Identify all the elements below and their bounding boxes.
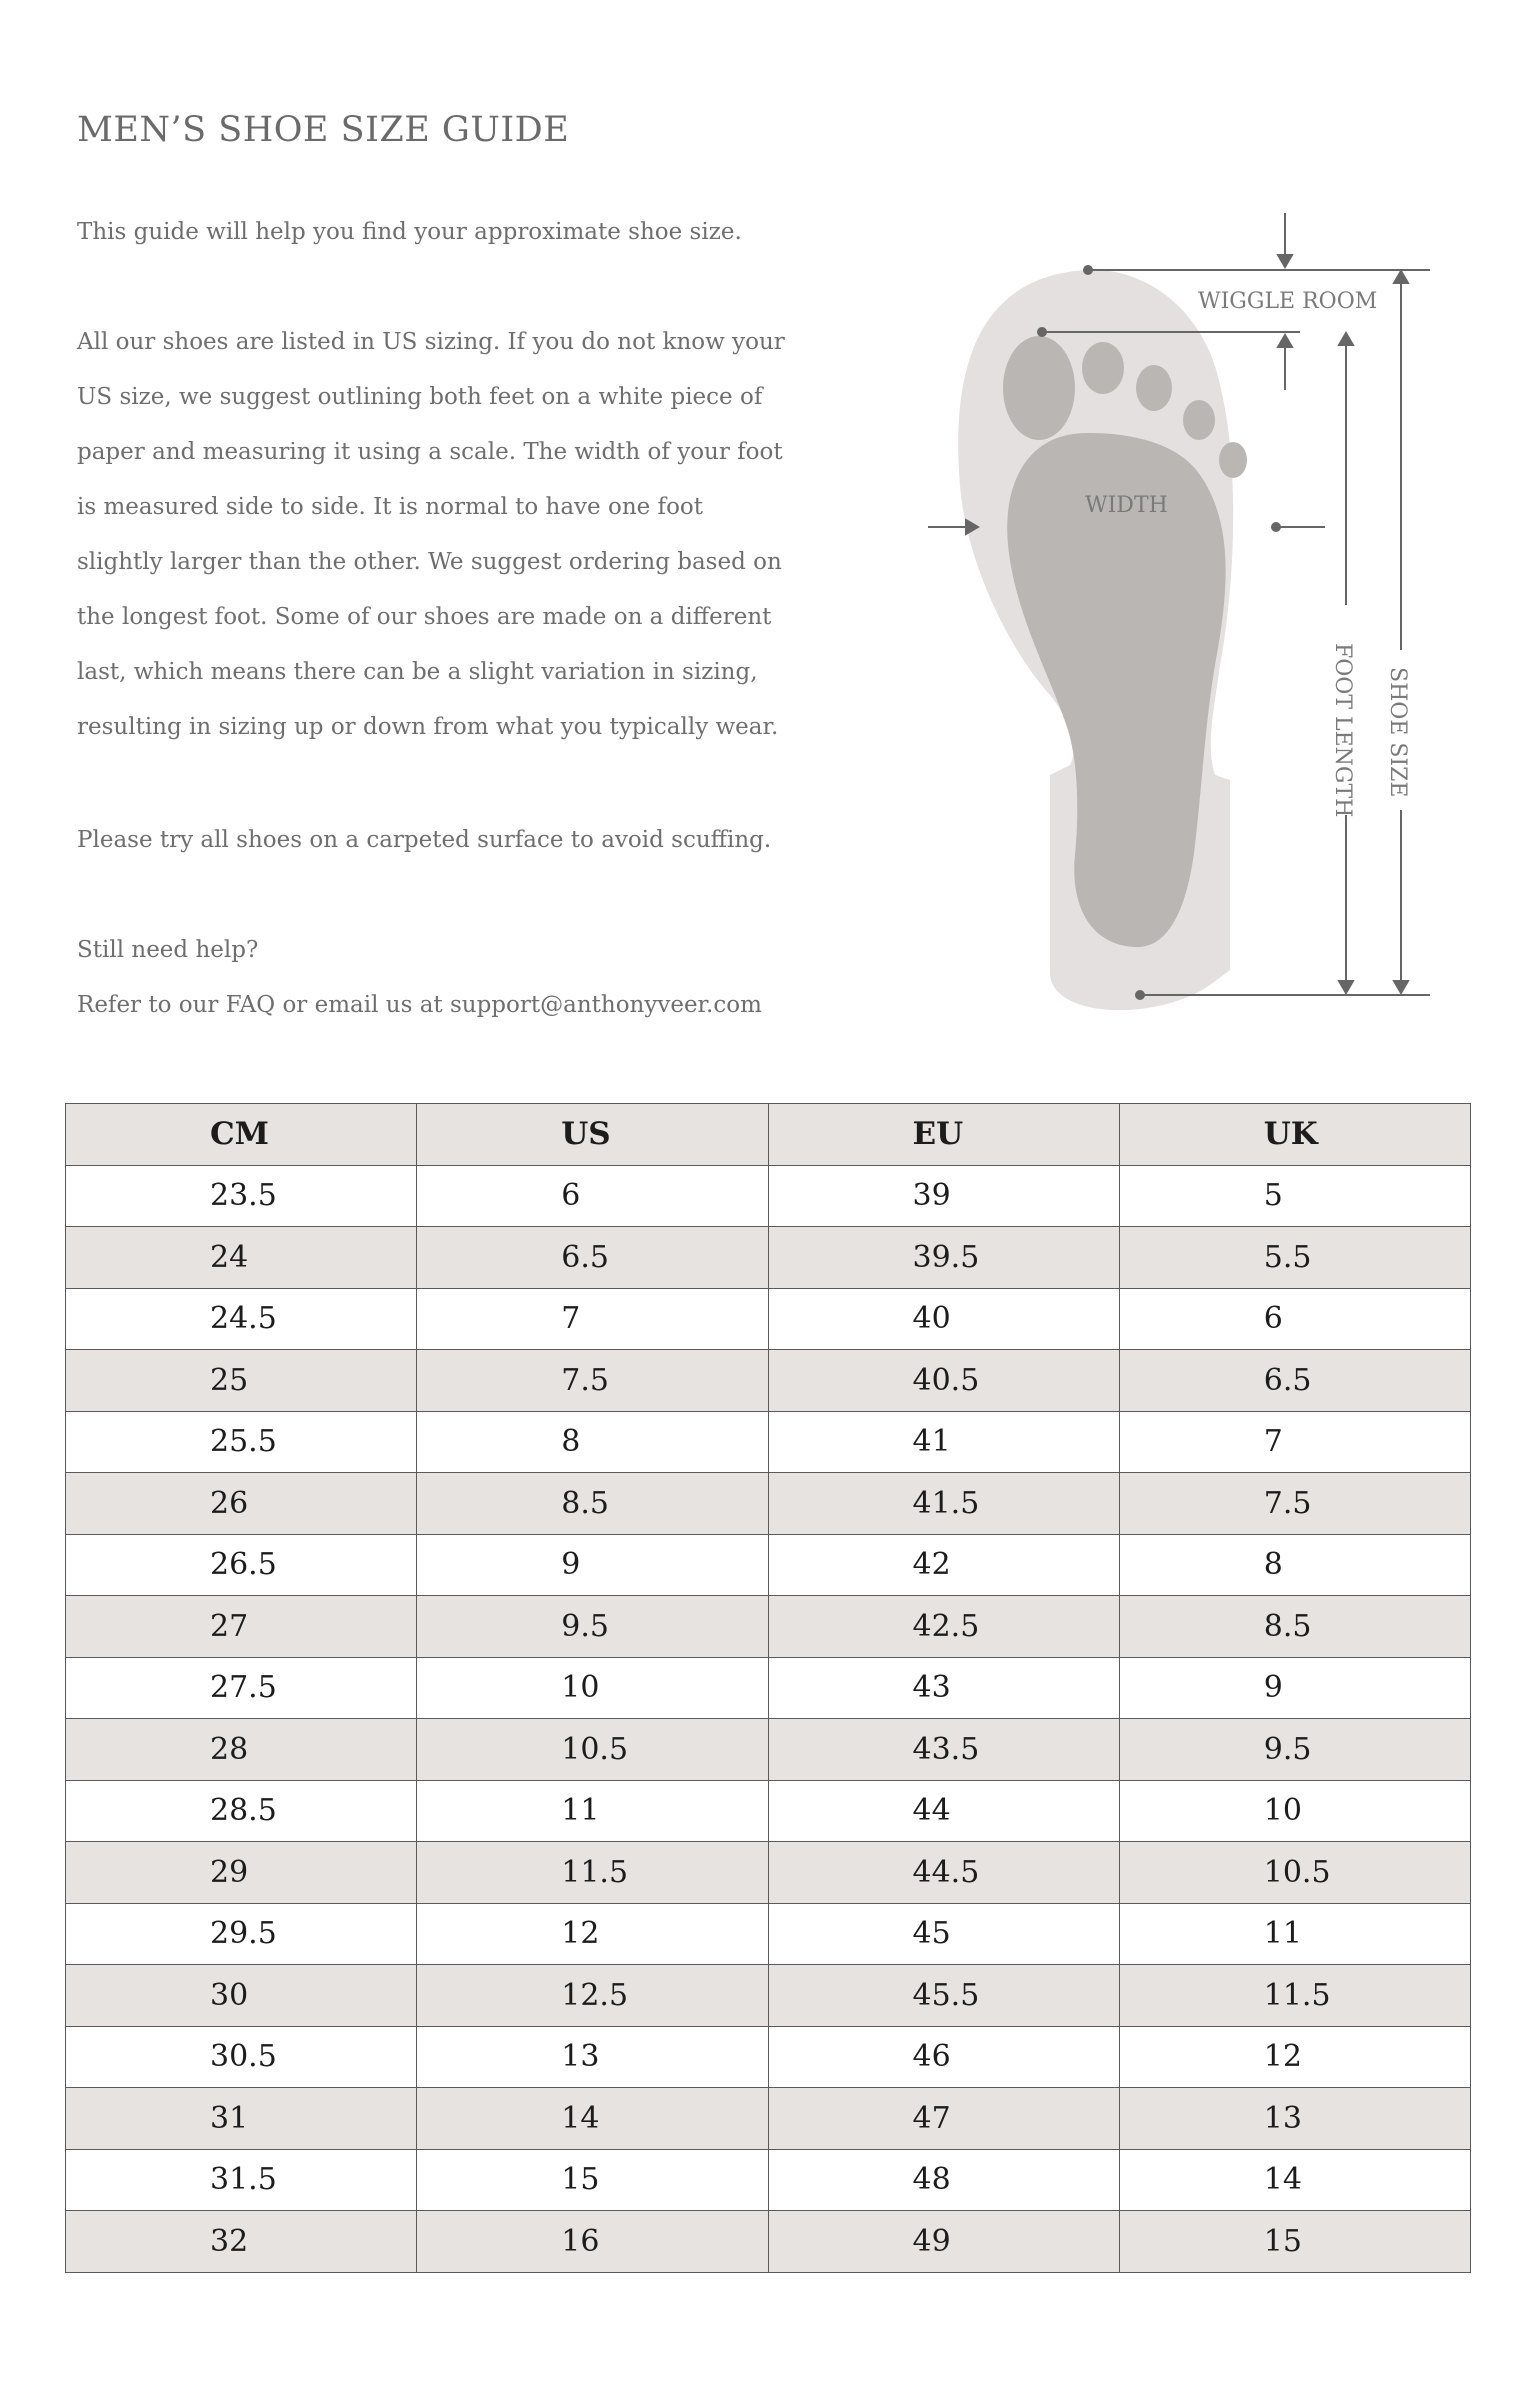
table-row (66, 1965, 1471, 2027)
header-uk: UK (1119, 1104, 1470, 1166)
cell-us: 12 (417, 1903, 768, 1965)
cell-eu: 43.5 (768, 1719, 1119, 1781)
table-row (66, 2149, 1471, 2211)
cell-cm: 23.5 (66, 1165, 417, 1227)
cell-us: 10 (417, 1657, 768, 1719)
table-row (66, 1842, 1471, 1904)
cell-cm: 29 (66, 1842, 417, 1904)
table-row (66, 2026, 1471, 2088)
cell-cm: 31 (66, 2088, 417, 2150)
cell-us: 12.5 (417, 1965, 768, 2027)
table-row (66, 1288, 1471, 1350)
instruction-line: All our shoes are listed in US sizing. If you do not know your (77, 329, 785, 355)
sizing-instructions (77, 315, 785, 755)
instruction-line: last, which means there can be a slight variation in sizing, (77, 659, 758, 685)
table-row (66, 1719, 1471, 1781)
size-conversion-table (65, 1103, 1471, 2273)
cell-uk: 8.5 (1119, 1596, 1470, 1658)
cell-eu: 46 (768, 2026, 1119, 2088)
instruction-line: slightly larger than the other. We suggest ordering based on (77, 549, 782, 575)
help-contact[interactable]: Refer to our FAQ or email us at support@anthonyveer.com (77, 992, 762, 1018)
cell-eu: 44.5 (768, 1842, 1119, 1904)
cell-uk: 10.5 (1119, 1842, 1470, 1904)
table-row (66, 1596, 1471, 1658)
cell-uk: 8 (1119, 1534, 1470, 1596)
cell-eu: 47 (768, 2088, 1119, 2150)
cell-uk: 11 (1119, 1903, 1470, 1965)
instruction-line: US size, we suggest outlining both feet on a white piece of (77, 384, 763, 410)
cell-us: 7.5 (417, 1350, 768, 1412)
cell-eu: 44 (768, 1780, 1119, 1842)
cell-eu: 40 (768, 1288, 1119, 1350)
cell-uk: 5 (1119, 1165, 1470, 1227)
table-row (66, 2211, 1471, 2273)
cell-uk: 12 (1119, 2026, 1470, 2088)
header-eu: EU (768, 1104, 1119, 1166)
cell-uk: 15 (1119, 2211, 1470, 2273)
table-header-row (66, 1104, 1471, 1166)
instruction-line: paper and measuring it using a scale. The width of your foot (77, 439, 783, 465)
cell-cm: 28.5 (66, 1780, 417, 1842)
toe (1082, 342, 1124, 394)
cell-cm: 24 (66, 1227, 417, 1289)
cell-us: 11.5 (417, 1842, 768, 1904)
cell-uk: 6.5 (1119, 1350, 1470, 1412)
cell-eu: 45 (768, 1903, 1119, 1965)
cell-us: 16 (417, 2211, 768, 2273)
table-row (66, 1657, 1471, 1719)
foot-length-label: FOOT LENGTH (1330, 643, 1355, 818)
cell-us: 14 (417, 2088, 768, 2150)
cell-cm: 30 (66, 1965, 417, 2027)
instruction-line: the longest foot. Some of our shoes are made on a different (77, 604, 772, 630)
cell-us: 7 (417, 1288, 768, 1350)
shoe-size-label: SHOE SIZE (1385, 667, 1410, 798)
cell-cm: 27 (66, 1596, 417, 1658)
cell-uk: 5.5 (1119, 1227, 1470, 1289)
cell-cm: 27.5 (66, 1657, 417, 1719)
cell-eu: 39.5 (768, 1227, 1119, 1289)
cell-us: 15 (417, 2149, 768, 2211)
cell-eu: 41 (768, 1411, 1119, 1473)
big-toe (1003, 336, 1075, 440)
intro-text: This guide will help you find your approximate shoe size. (77, 219, 742, 245)
cell-us: 10.5 (417, 1719, 768, 1781)
cell-uk: 13 (1119, 2088, 1470, 2150)
cell-uk: 6 (1119, 1288, 1470, 1350)
cell-uk: 9.5 (1119, 1719, 1470, 1781)
cell-uk: 14 (1119, 2149, 1470, 2211)
page-title: MEN’S SHOE SIZE GUIDE (77, 110, 570, 150)
table-row (66, 1534, 1471, 1596)
help-question: Still need help? (77, 937, 259, 963)
cell-cm: 25.5 (66, 1411, 417, 1473)
instruction-line: resulting in sizing up or down from what you typically wear. (77, 714, 779, 740)
instruction-line: is measured side to side. It is normal to have one foot (77, 494, 704, 520)
cell-us: 11 (417, 1780, 768, 1842)
table-row (66, 1227, 1471, 1289)
table-body (66, 1165, 1471, 2272)
table-row (66, 2088, 1471, 2150)
toe (1183, 400, 1215, 440)
cell-cm: 25 (66, 1350, 417, 1412)
cell-us: 6.5 (417, 1227, 768, 1289)
cell-us: 9 (417, 1534, 768, 1596)
carpet-note: Please try all shoes on a carpeted surface to avoid scuffing. (77, 827, 772, 853)
header-us: US (417, 1104, 768, 1166)
cell-eu: 42 (768, 1534, 1119, 1596)
cell-us: 9.5 (417, 1596, 768, 1658)
table-row (66, 1165, 1471, 1227)
cell-eu: 48 (768, 2149, 1119, 2211)
cell-us: 6 (417, 1165, 768, 1227)
cell-cm: 28 (66, 1719, 417, 1781)
table-row (66, 1473, 1471, 1535)
cell-uk: 9 (1119, 1657, 1470, 1719)
shoe-size-marker (1394, 271, 1408, 993)
toe (1219, 442, 1247, 478)
table-row (66, 1903, 1471, 1965)
table-row (66, 1350, 1471, 1412)
cell-cm: 29.5 (66, 1903, 417, 1965)
toe (1136, 365, 1172, 411)
cell-uk: 10 (1119, 1780, 1470, 1842)
cell-us: 8.5 (417, 1473, 768, 1535)
foot-measurement-diagram (920, 205, 1440, 1020)
cell-eu: 43 (768, 1657, 1119, 1719)
cell-cm: 26.5 (66, 1534, 417, 1596)
cell-eu: 39 (768, 1165, 1119, 1227)
cell-uk: 11.5 (1119, 1965, 1470, 2027)
cell-cm: 32 (66, 2211, 417, 2273)
cell-eu: 41.5 (768, 1473, 1119, 1535)
cell-eu: 42.5 (768, 1596, 1119, 1658)
table-row (66, 1780, 1471, 1842)
cell-us: 13 (417, 2026, 768, 2088)
cell-us: 8 (417, 1411, 768, 1473)
width-label: WIDTH (1085, 493, 1168, 518)
cell-uk: 7.5 (1119, 1473, 1470, 1535)
cell-uk: 7 (1119, 1411, 1470, 1473)
cell-eu: 40.5 (768, 1350, 1119, 1412)
help-section (77, 923, 762, 1033)
cell-eu: 45.5 (768, 1965, 1119, 2027)
cell-cm: 31.5 (66, 2149, 417, 2211)
table-row (66, 1411, 1471, 1473)
cell-eu: 49 (768, 2211, 1119, 2273)
header-cm: CM (66, 1104, 417, 1166)
cell-cm: 24.5 (66, 1288, 417, 1350)
wiggle-room-label: WIGGLE ROOM (1198, 289, 1378, 314)
cell-cm: 30.5 (66, 2026, 417, 2088)
cell-cm: 26 (66, 1473, 417, 1535)
